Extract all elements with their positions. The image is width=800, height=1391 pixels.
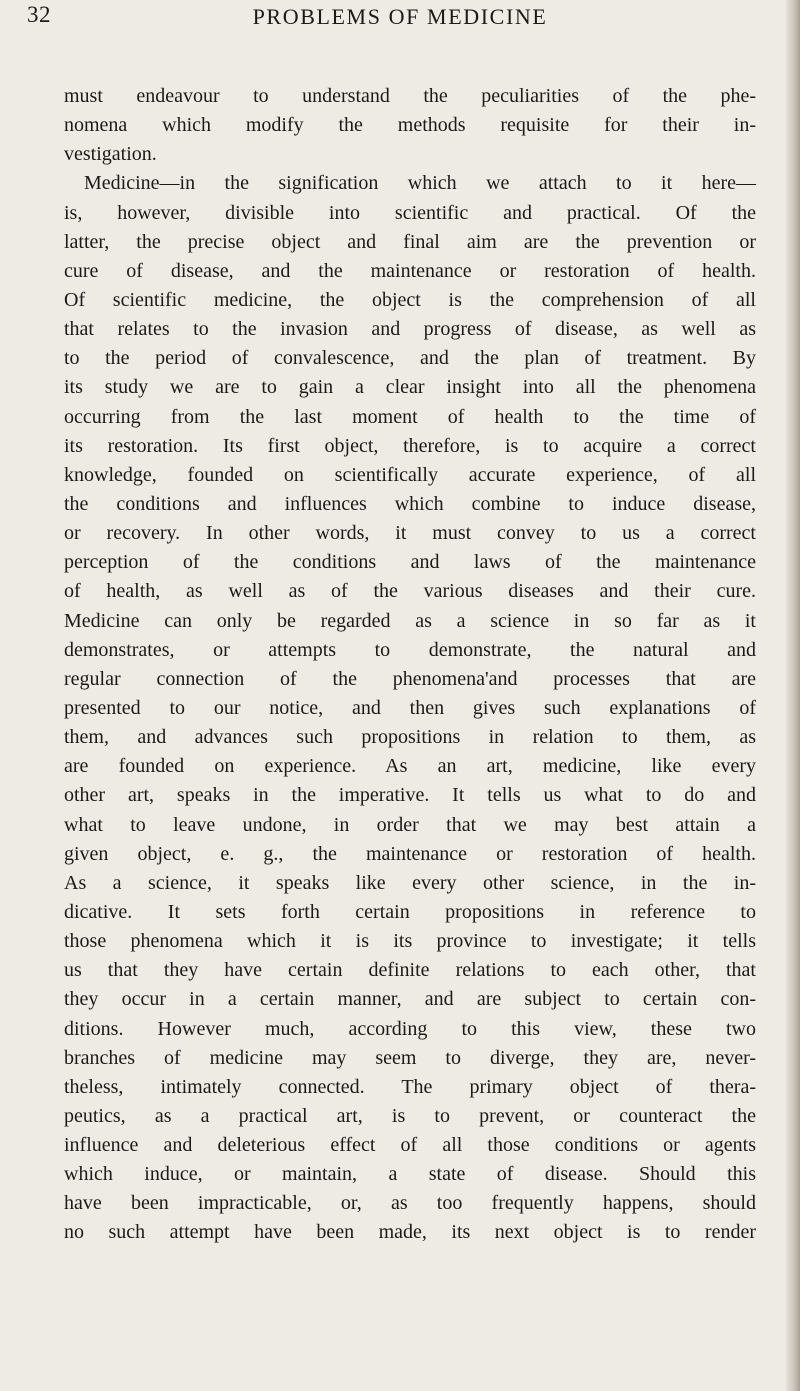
text-line: Of scientific medicine, the object is the comprehension of all: [64, 288, 756, 311]
text-line: theless, intimately connected. The primary object of thera-: [64, 1075, 756, 1098]
text-line: demonstrates, or attempts to demonstrate, the natural and: [64, 638, 756, 661]
text-line: those phenomena which it is its province to investigate; it tells: [64, 930, 756, 953]
text-line: Medicine can only be regarded as a science in so far as it: [64, 609, 756, 632]
text-line: influence and deleterious effect of all those conditions or agents: [64, 1134, 756, 1157]
text-line: no such attempt have been made, its next object is to render: [64, 1221, 756, 1244]
text-line: have been impracticable, or, as too frequently happens, should: [64, 1192, 756, 1215]
text-line: perception of the conditions and laws of the maintenance: [64, 551, 756, 574]
text-line: us that they have certain definite relations to each other, that: [64, 959, 756, 982]
text-line: peutics, as a practical art, is to prevent, or counteract the: [64, 1104, 756, 1127]
text-line: must endeavour to understand the peculiarities of the phe-: [64, 85, 756, 107]
text-line: ditions. However much, according to this view, these two: [64, 1017, 756, 1040]
text-line: dicative. It sets forth certain propositions in reference to: [64, 900, 756, 923]
text-line: occurring from the last moment of health to the time of: [64, 405, 756, 428]
text-line: them, and advances such propositions in relation to them, as: [64, 726, 756, 749]
text-line: which induce, or maintain, a state of disease. Should this: [64, 1163, 756, 1186]
page-number: 32: [27, 2, 51, 27]
text-line: branches of medicine may seem to diverge, they are, never-: [64, 1046, 756, 1069]
text-line: they occur in a certain manner, and are subject to certain con-: [64, 988, 756, 1011]
body-text: [64, 82, 756, 1248]
text-line: presented to our notice, and then gives such explanations of: [64, 696, 756, 719]
text-line: its study we are to gain a clear insight into all the phenomena: [64, 376, 756, 399]
text-line: nomena which modify the methods requisite for their in-: [64, 114, 756, 137]
text-line: Medicine—in the signification which we attach to it here—: [84, 172, 756, 195]
text-line: that relates to the invasion and progress of disease, as well as: [64, 318, 756, 341]
text-line: latter, the precise object and final aim are the prevention or: [64, 230, 756, 253]
text-line: As a science, it speaks like every other science, in the in-: [64, 871, 756, 894]
text-line: what to leave undone, in order that we may best attain a: [64, 813, 756, 836]
text-line: is, however, divisible into scientific and practical. Of the: [64, 201, 756, 224]
text-line: regular connection of the phenomena'and processes that are: [64, 667, 756, 690]
text-line: the conditions and influences which combine to induce disease,: [64, 492, 756, 515]
text-line: to the period of convalescence, and the plan of treatment. By: [64, 347, 756, 370]
text-line: knowledge, founded on scientifically accurate experience, of all: [64, 463, 756, 486]
text-line: are founded on experience. As an art, medicine, like every: [64, 755, 756, 778]
running-title: PROBLEMS OF MEDICINE: [252, 4, 548, 29]
text-line: or recovery. In other words, it must convey to us a correct: [64, 522, 756, 545]
text-line: given object, e. g., the maintenance or restoration of health.: [64, 842, 756, 865]
text-line: vestigation.: [64, 143, 157, 166]
page-edge-shadow: [786, 0, 800, 1391]
text-line: cure of disease, and the maintenance or restoration of health.: [64, 259, 756, 282]
text-line: of health, as well as of the various diseases and their cure.: [64, 580, 756, 603]
text-line: other art, speaks in the imperative. It tells us what to do and: [64, 784, 756, 807]
text-line: its restoration. Its first object, therefore, is to acquire a correct: [64, 434, 756, 457]
